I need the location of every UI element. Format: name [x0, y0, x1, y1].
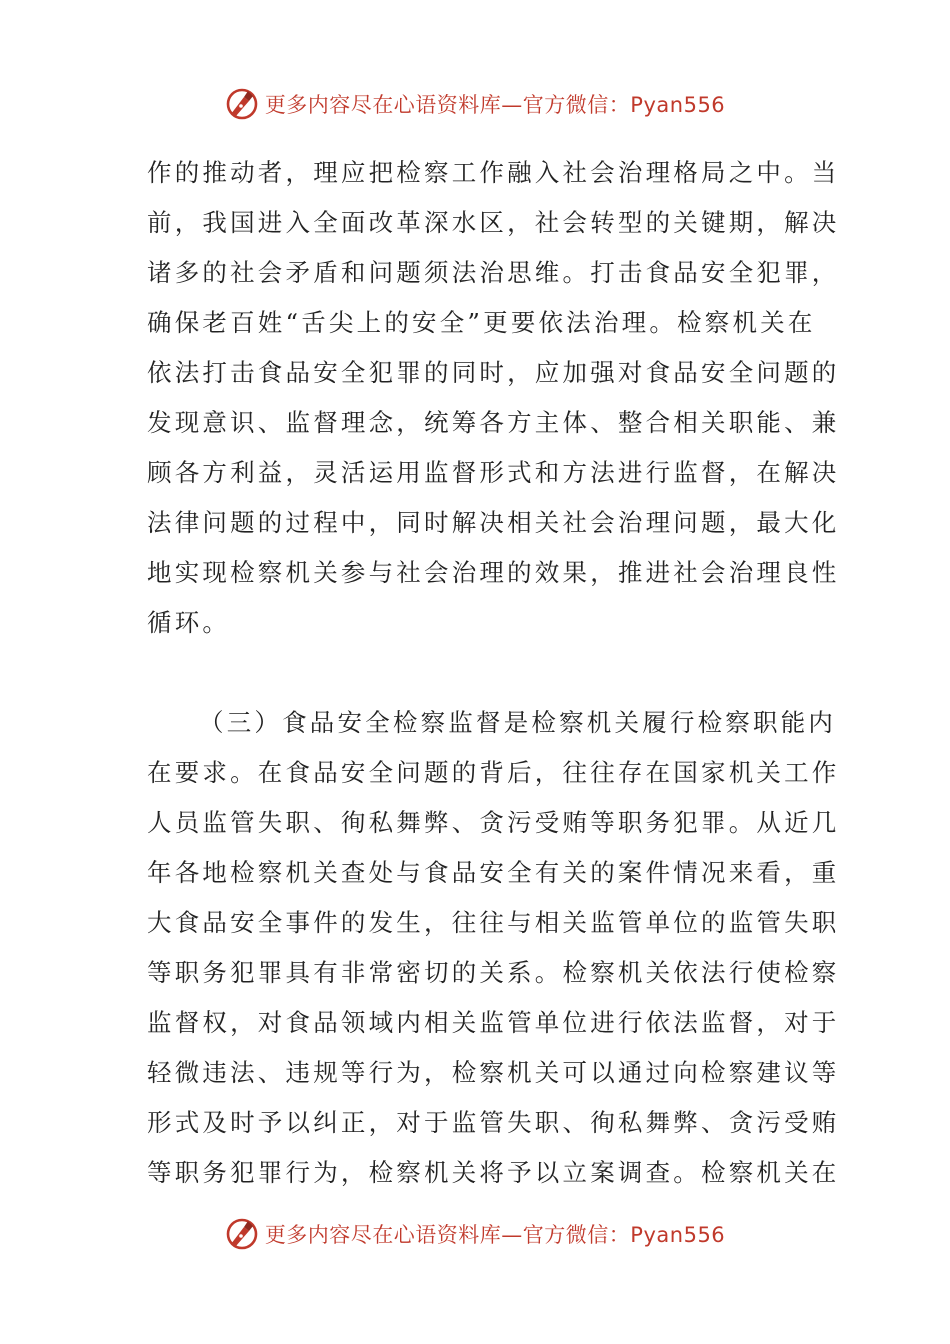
pen-nib-circle-icon — [225, 87, 259, 121]
text-line: （三）食品安全检察监督是检察机关履行检察职能内 — [199, 708, 837, 737]
pen-nib-circle-icon — [225, 1217, 259, 1251]
text-line: 依法打击食品安全犯罪的同时，应加强对食品安全问题的 — [147, 358, 840, 387]
text-line: 轻微违法、违规等行为，检察机关可以通过向检察建议等 — [147, 1058, 840, 1087]
text-line: 在要求。在食品安全问题的背后，往往存在国家机关工作 — [147, 758, 840, 787]
text-line: 监督权，对食品领域内相关监管单位进行依法监督，对于 — [147, 1008, 840, 1037]
watermark-text: 更多内容尽在心语资料库—官方微信：Pyan556 — [264, 93, 726, 117]
text-line: 循环。 — [147, 608, 231, 637]
text-line: 年各地检察机关查处与食品安全有关的案件情况来看，重 — [147, 858, 840, 887]
text-line: 诸多的社会矛盾和问题须法治思维。打击食品安全犯罪， — [147, 258, 840, 287]
watermark-text: 更多内容尽在心语资料库—官方微信：Pyan556 — [264, 1223, 726, 1247]
text-line: 大食品安全事件的发生，往往与相关监管单位的监管失职 — [147, 908, 840, 937]
text-line: 法律问题的过程中，同时解决相关社会治理问题，最大化 — [147, 508, 840, 537]
paragraph-1 — [147, 148, 840, 648]
text-line: 作的推动者，理应把检察工作融入社会治理格局之中。当 — [147, 158, 840, 187]
footer-watermark — [0, 1214, 950, 1254]
header-watermark — [0, 84, 950, 124]
text-line: 确保老百姓“舌尖上的安全”更要依法治理。检察机关在 — [147, 308, 816, 337]
text-line: 人员监管失职、徇私舞弊、贪污受贿等职务犯罪。从近几 — [147, 808, 840, 837]
text-line: 等职务犯罪行为，检察机关将予以立案调查。检察机关在 — [147, 1158, 840, 1187]
text-line: 地实现检察机关参与社会治理的效果，推进社会治理良性 — [147, 558, 840, 587]
text-line: 形式及时予以纠正，对于监管失职、徇私舞弊、贪污受贿 — [147, 1108, 840, 1137]
text-line: 等职务犯罪具有非常密切的关系。检察机关依法行使检察 — [147, 958, 840, 987]
body-text — [147, 148, 840, 1198]
paragraph-spacer — [147, 648, 797, 698]
text-line: 发现意识、监督理念，统筹各方主体、整合相关职能、兼 — [147, 408, 840, 437]
text-line: 顾各方利益，灵活运用监督形式和方法进行监督，在解决 — [147, 458, 840, 487]
paragraph-2 — [147, 698, 840, 1198]
text-line: 前，我国进入全面改革深水区，社会转型的关键期，解决 — [147, 208, 840, 237]
